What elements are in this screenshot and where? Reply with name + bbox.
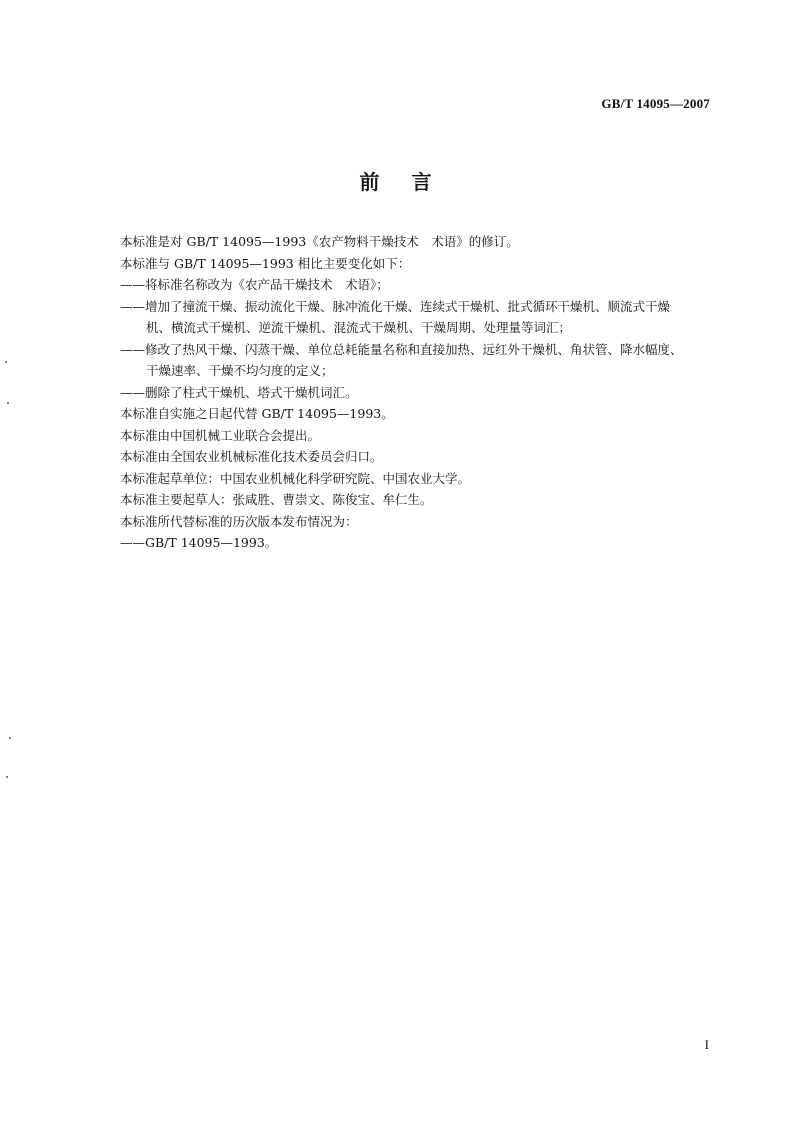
paragraph-proposed-by: 本标准由中国机械工业联合会提出。 bbox=[120, 427, 321, 443]
foreword-body bbox=[120, 231, 720, 554]
scan-speck bbox=[6, 776, 8, 778]
paragraph-under-jurisdiction: 本标准由全国农业机械标准化技术委员会归口。 bbox=[120, 449, 383, 464]
paragraph-revision: 本标准是对 GB/T 14095—1993《农产物料干燥技术 术语》的修订。 bbox=[120, 234, 519, 249]
title-char-1: 前 bbox=[359, 170, 380, 194]
scan-speck bbox=[5, 361, 7, 363]
scan-speck bbox=[7, 402, 9, 404]
change-item-modified-cont: 干燥速率、干燥不均匀度的定义； bbox=[146, 363, 334, 378]
paragraph-replaces: 本标准自实施之日起代替 GB/T 14095—1993。 bbox=[120, 406, 394, 421]
page-title bbox=[0, 166, 791, 195]
change-item-added-cont: 机、横流式干燥机、逆流干燥机、混流式干燥机、干燥周期、处理量等词汇； bbox=[146, 320, 572, 335]
change-item-modified: ——修改了热风干燥、闪蒸干燥、单位总耗能量名称和直接加热、远红外干燥机、角状管、降水幅度、 bbox=[120, 341, 683, 357]
previous-edition-item: ——GB/T 14095—1993。 bbox=[120, 535, 278, 550]
page-number: I bbox=[704, 1037, 709, 1052]
paragraph-changes-intro: 本标准与 GB/T 14095—1993 相比主要变化如下： bbox=[120, 255, 411, 271]
paragraph-previous-editions: 本标准所代替标准的历次版本发布情况为： bbox=[120, 513, 358, 529]
change-item-deleted: ——删除了柱式干燥机、塔式干燥机词汇。 bbox=[120, 384, 358, 400]
change-item-added: ——增加了撞流干燥、振动流化干燥、脉冲流化干燥、连续式干燥机、批式循环干燥机、顺流式干燥 bbox=[120, 298, 671, 314]
paragraph-drafters: 本标准主要起草人：张咸胜、曹崇文、陈俊宝、牟仁生。 bbox=[120, 492, 433, 507]
change-item-rename: ——将标准名称改为《农产品干燥技术 术语》； bbox=[120, 277, 389, 292]
scan-speck bbox=[9, 737, 11, 739]
paragraph-drafting-units: 本标准起草单位：中国农业机械化科学研究院、中国农业大学。 bbox=[120, 470, 471, 486]
standard-code: GB/T 14095—2007 bbox=[601, 96, 710, 111]
title-char-2: 言 bbox=[411, 170, 432, 194]
